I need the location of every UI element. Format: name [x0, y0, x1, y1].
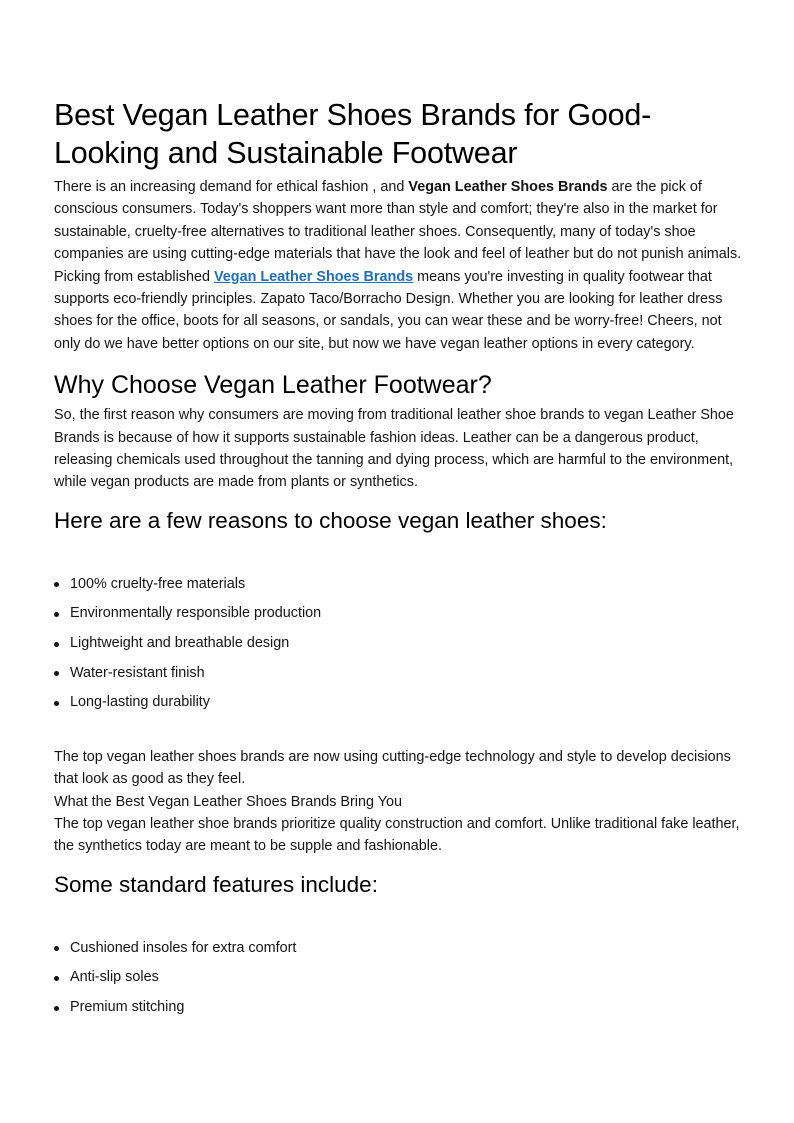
intro-paragraph-2 [54, 266, 744, 356]
why-choose-paragraph: So, the first reason why consumers are moving from traditional leather shoe brands to vegan Leather Shoe Brands is because of how it supports sustainable fashion ideas. Leather can be a dangerous product, releasing chemicals used throughout the tanning and dying process, which are harmful to the environment, while vegan products are made from plants or synthetics. [54, 407, 734, 491]
quality-paragraph: The top vegan leather shoe brands prioritize quality construction and comfort. Unlike traditional fake leather, the synthetics today are meant to be supple and fashionable. [54, 816, 740, 855]
list-item: Environmentally responsible production [70, 599, 744, 629]
intro-paragraph-1 [54, 176, 744, 266]
list-item: Lightweight and breathable design [70, 629, 744, 659]
technology-paragraph: The top vegan leather shoes brands are now using cutting-edge technology and style to develop decisions that look as good as they feel. [54, 748, 731, 788]
intro-bold-brand: Vegan Leather Shoes Brands [408, 179, 608, 195]
list-item: Water-resistant finish [70, 659, 744, 689]
bring-you-line: What the Best Vegan Leather Shoes Brands Bring You [54, 793, 403, 810]
why-choose-heading: Why Choose Vegan Leather Footwear? [54, 371, 492, 400]
intro2-text-start: Picking from established [54, 268, 214, 285]
document-page [54, 96, 744, 1023]
list-item: Cushioned insoles for extra comfort [70, 934, 744, 964]
reasons-list [54, 570, 744, 718]
reasons-heading: Here are a few reasons to choose vegan leather shoes: [54, 507, 607, 533]
list-item: Anti-slip soles [70, 963, 744, 993]
vegan-leather-shoes-brands-link[interactable]: Vegan Leather Shoes Brands [213, 268, 414, 285]
list-item: Long-lasting durability [70, 688, 744, 718]
intro-text-start: There is an increasing demand for ethical fashion , and [54, 179, 409, 195]
intro-text-end: are the pick of conscious consumers. Today's shoppers want more than style and comfort; they're also in the market for sustainable, cruelty-free alternatives to traditional leather shoes. Consequently, many of today's shoe companies are using cutting-edge materials that have the look and feel of leather but do not punish animals. [54, 179, 742, 263]
list-item: Premium stitching [70, 993, 744, 1023]
intro2-text-end: means you're investing in quality footwear that supports eco-friendly principles. Zapato Taco/Borracho Design. Whether you are looking for leather dress shoes for the office, boots for all seasons, or sandals, you can wear these and be worry-free! Cheers, not only do we have better options on our site, but now we have vegan leather options in every category. [54, 268, 723, 352]
features-list [54, 934, 744, 1023]
list-item: 100% cruelty-free materials [70, 570, 744, 600]
features-heading: Some standard features include: [54, 871, 378, 897]
page-title: Best Vegan Leather Shoes Brands for Good-Looking and Sustainable Footwear [54, 98, 652, 170]
